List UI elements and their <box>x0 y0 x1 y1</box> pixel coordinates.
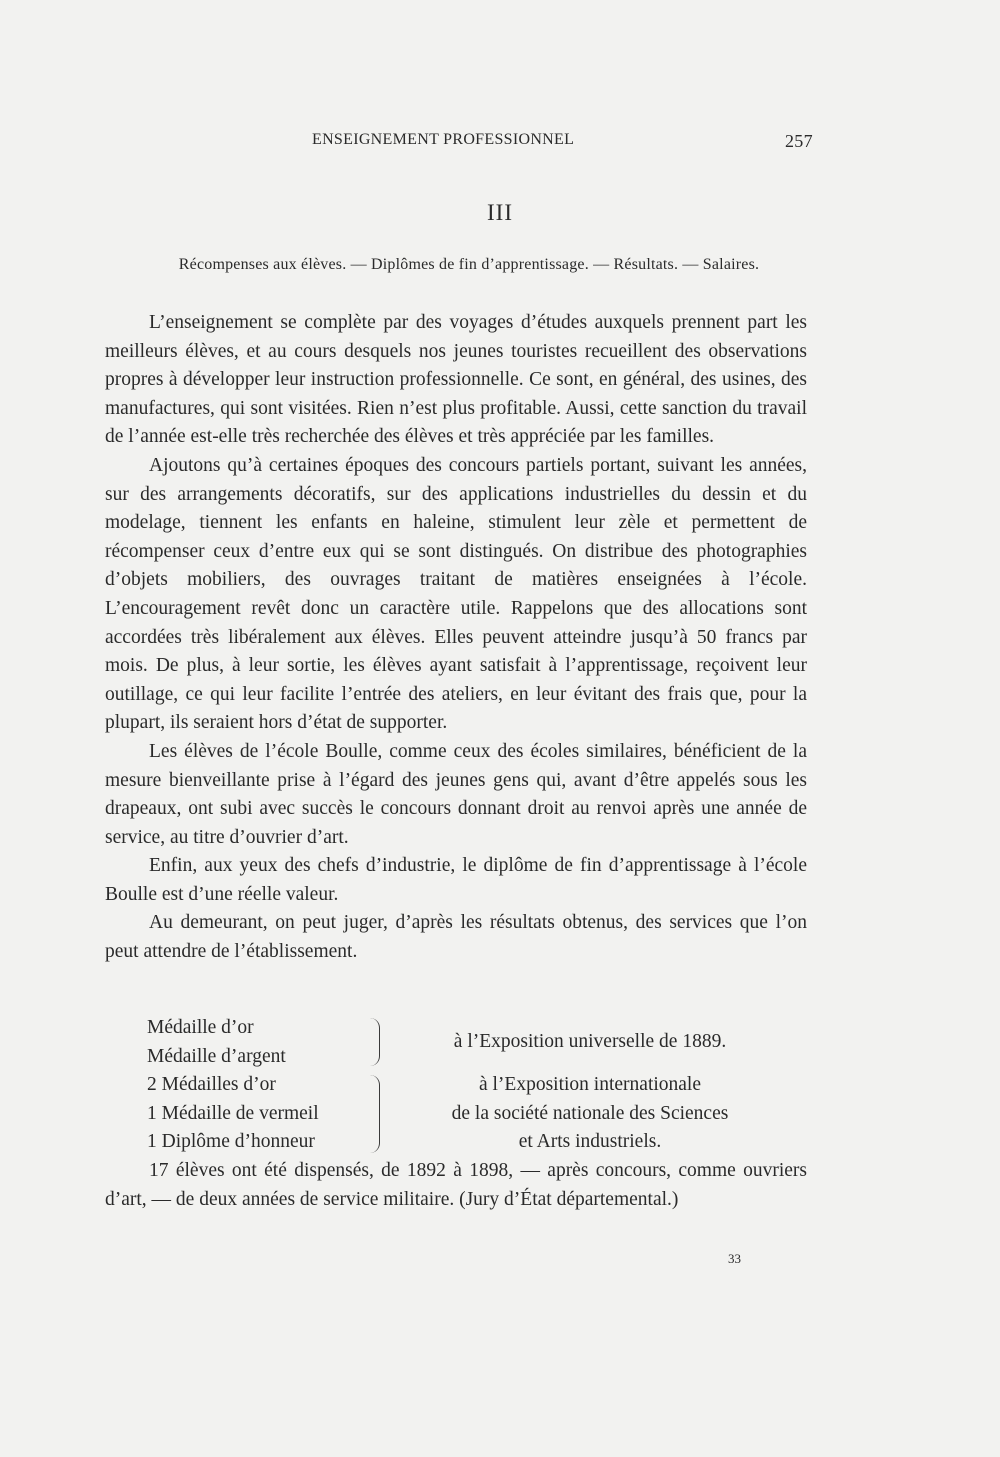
award-item: Médaille d’or <box>147 1017 254 1038</box>
signature-mark: 33 <box>728 1251 741 1266</box>
paragraph: Au demeurant, on peut juger, d’après les résultats obtenus, des services que l’on peut attendre de l’établissement. <box>105 912 807 963</box>
award-group-1889 <box>105 1014 807 1071</box>
award-item: 1 Médaille de vermeil <box>147 1102 319 1124</box>
award-venue <box>405 1071 775 1157</box>
paragraph: Enfin, aux yeux des chefs d’industrie, le diplôme de fin d’apprentissage à l’école Boulle est d’une réelle valeur. <box>105 855 807 905</box>
paragraph: Les élèves de l’école Boulle, comme ceux des écoles similaires, bénéficient de la mesure bienveillante prise à l’égard des jeunes gens qui, avant d’être appelés sous les drapeaux, ont subi avec succès le concours donnant droit au renvoi après une année de service, au titre d’ouvrier d’art. <box>105 740 807 848</box>
paragraph: Ajoutons qu’à certaines époques des concours partiels portant, suivant les années, sur des arrangements décoratifs, sur des applications industrielles du dessin et du modelage, tiennent les enfants en haleine, stimulent leur zèle et permettent de récompenser ceux d’entre eux qui se sont distingués. On distribue des photographies d’objets mobiliers, des ouvrages traitant de matières enseignées à l’école. L’encouragement revêt donc un caractère utile. Rappelons que des allocations sont accordées très libéralement aux élèves. Elles peuvent atteindre jusqu’à 50 francs par mois. De plus, à leur sortie, les élèves ayant satisfait à l’apprentissage, reçoivent leur outillage, ce qui leur facilite l’entrée des ateliers, en leur évitant des frais que, pour la plupart, ils seraient hors d’état de supporter. <box>105 454 807 734</box>
award-item: 2 Médailles d’or <box>147 1074 276 1096</box>
section-subheading: Récompenses aux élèves. — Diplômes de fin d’apprentissage. — Résultats. — Salaires. <box>178 256 760 273</box>
venue-line: et Arts industriels. <box>518 1131 662 1153</box>
venue-line: de la société nationale des Sciences <box>451 1102 729 1124</box>
award-group-international <box>105 1071 807 1157</box>
award-venue: à l’Exposition universelle de 1889. <box>453 1031 727 1052</box>
award-item: 1 Diplôme d’honneur <box>147 1131 315 1153</box>
closing-paragraph <box>105 1157 807 1214</box>
brace-mark <box>367 1018 380 1066</box>
awards-list <box>105 1014 807 1157</box>
section-number: III <box>487 200 513 225</box>
paragraph: 17 élèves ont été dispensés, de 1892 à 1898, — après concours, comme ouvriers d’art, — de deux années de service militaire. (Jury d’État départemental.) <box>105 1160 807 1210</box>
running-title: ENSEIGNEMENT PROFESSIONNEL <box>312 131 575 148</box>
brace-mark <box>367 1075 380 1153</box>
body-text <box>105 309 807 967</box>
venue-line: à l’Exposition internationale <box>478 1074 702 1096</box>
paragraph: L’enseignement se complète par des voyages d’études auxquels prennent part les meilleurs élèves, et au cours desquels nos jeunes touristes recueillent des observations propres à développer leur instruction professionnelle. Ce sont, en général, des usines, des manufactures, qui sont visitées. Rien n’est plus profitable. Aussi, cette sanction du travail de l’année est-elle très recherchée des élèves et très appréciée par les familles. <box>105 312 807 448</box>
page-number: 257 <box>785 131 813 151</box>
award-item: Médaille d’argent <box>147 1045 286 1067</box>
